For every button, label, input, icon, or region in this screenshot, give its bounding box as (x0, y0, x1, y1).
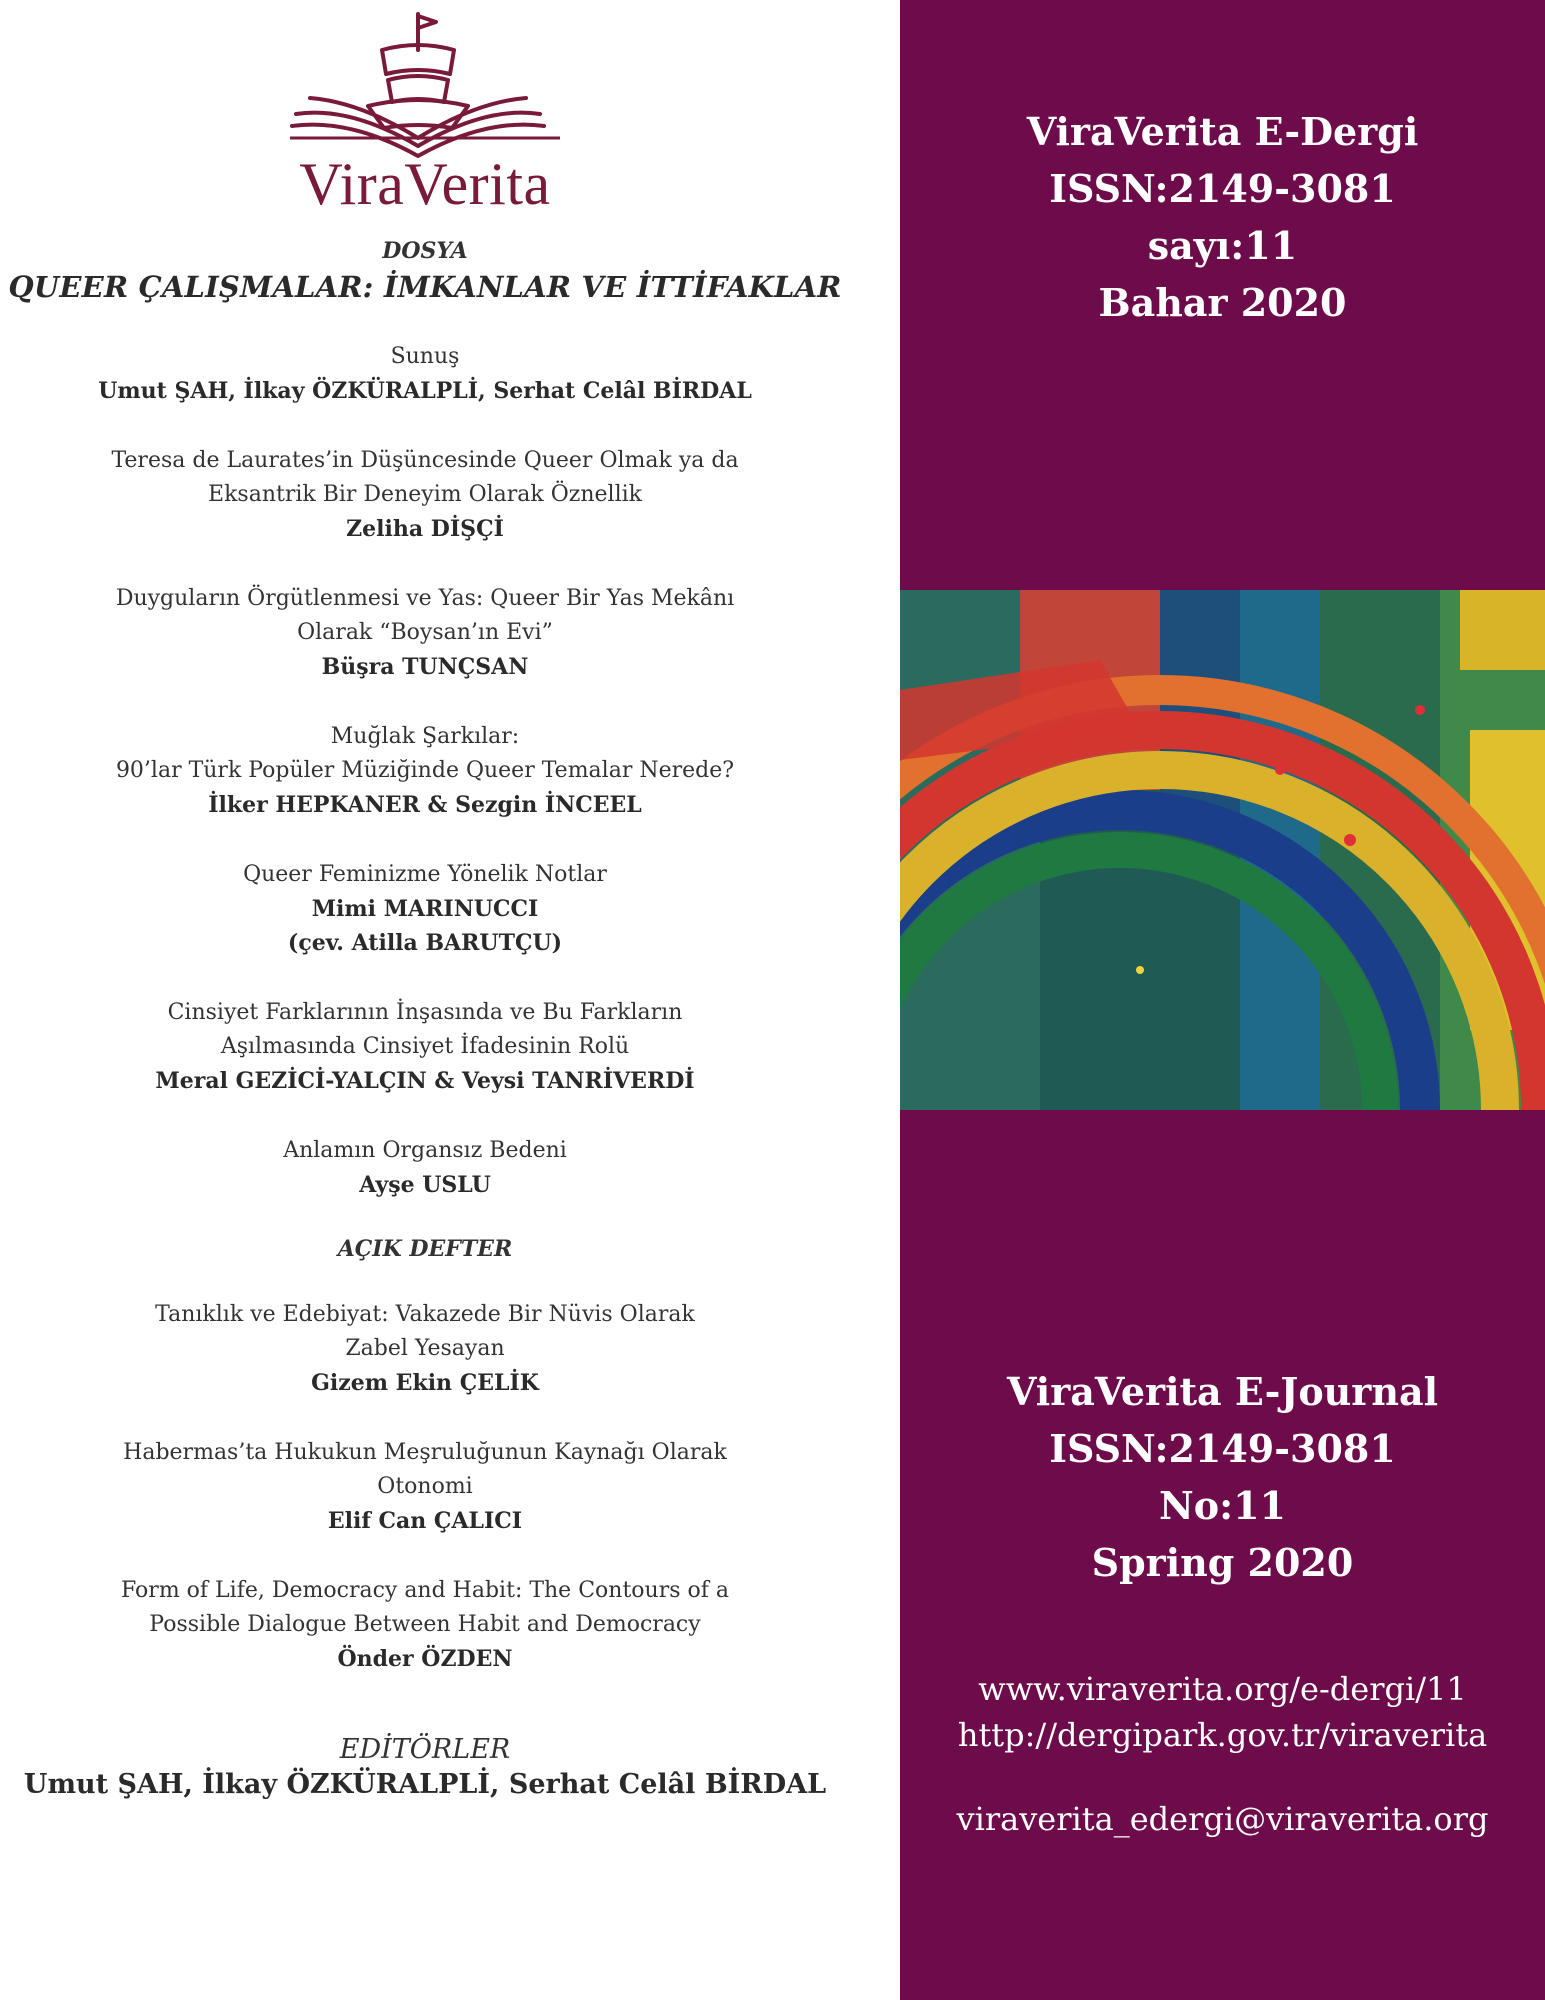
toc-entry (0, 996, 850, 1098)
article-author: Elif Can ÇALICI (327, 1508, 523, 1534)
article-title-line: Eksantrik Bir Deneyim Olarak Öznellik (208, 482, 642, 507)
article-title-line: Muğlak Şarkılar: (330, 724, 520, 749)
issue-info-turkish (900, 103, 1545, 331)
article-author: (çev. Atilla BARUTÇU) (287, 930, 563, 956)
article-title-line: Possible Dialogue Between Habit and Democracy (149, 1612, 701, 1637)
article-author: Önder ÖZDEN (337, 1646, 513, 1672)
issn-en: ISSN:2149-3081 (1049, 1426, 1396, 1471)
toc-entry (0, 444, 850, 546)
article-author: İlker HEPKANER & Sezgin İNCEEL (208, 792, 642, 818)
dossier-label: DOSYA (382, 238, 468, 264)
article-title-line: Tanıklık ve Edebiyat: Vakazede Bir Nüvis Olarak (155, 1302, 695, 1327)
links-block (900, 1666, 1545, 1758)
website-link[interactable]: www.viraverita.org/e-dergi/11 (978, 1670, 1467, 1708)
viraverita-logo (290, 10, 560, 217)
logo-wordmark: ViraVerita (299, 151, 551, 217)
table-of-contents (0, 238, 850, 1805)
toc-entry (0, 340, 850, 408)
dossier-entries (0, 340, 850, 1202)
article-title-line: Queer Feminizme Yönelik Notlar (243, 862, 607, 887)
article-title-line: 90’lar Türk Popüler Müziğinde Queer Temalar Nerede? (115, 758, 735, 783)
article-title-line: Duyguların Örgütlenmesi ve Yas: Queer Bir Yas Mekânı (115, 586, 735, 611)
article-author: Mimi MARINUCCI (311, 896, 539, 922)
rainbow-painting-image (900, 590, 1545, 1110)
article-author: Gizem Ekin ÇELİK (311, 1370, 539, 1396)
article-author: Büşra TUNÇSAN (321, 654, 529, 680)
article-title-line: Otonomi (377, 1474, 473, 1499)
article-title-line: Aşılmasında Cinsiyet İfadesinin Rolü (220, 1034, 630, 1059)
acik-defter-label: AÇIK DEFTER (337, 1236, 513, 1262)
toc-entry (0, 1436, 850, 1538)
journal-name-en: ViraVerita E-Journal (1006, 1369, 1439, 1414)
editors-label: EDİTÖRLER (339, 1734, 511, 1765)
article-author: Umut ŞAH, İlkay ÖZKÜRALPLİ, Serhat Celâl BİRDAL (98, 378, 752, 404)
editors-block (0, 1734, 850, 1805)
article-title-line: Cinsiyet Farklarının İnşasında ve Bu Farkların (167, 1000, 683, 1025)
toc-entry (0, 858, 850, 960)
issue-info-english (900, 1363, 1545, 1591)
cover-panel (900, 0, 1545, 2000)
article-author: Meral GEZİCİ-YALÇIN & Veysi TANRİVERDİ (155, 1068, 695, 1094)
issue-number-tr: sayı:11 (1147, 223, 1298, 268)
journal-name-tr: ViraVerita E-Dergi (1026, 109, 1419, 154)
email-link[interactable]: viraverita_edergi@viraverita.org (956, 1800, 1489, 1838)
season-en: Spring 2020 (1091, 1540, 1354, 1585)
article-title-line: Zabel Yesayan (345, 1336, 505, 1361)
acik-defter-entries (0, 1298, 850, 1676)
article-title-line: Habermas’ta Hukukun Meşruluğunun Kaynağı Olarak (123, 1440, 727, 1465)
article-author: Ayşe USLU (359, 1172, 491, 1198)
issn-tr: ISSN:2149-3081 (1049, 166, 1396, 211)
ship-book-logo-icon (290, 10, 560, 160)
article-title-line: Olarak “Boysan’ın Evi” (297, 620, 553, 645)
toc-entry (0, 582, 850, 684)
article-title-line: Form of Life, Democracy and Habit: The Contours of a (121, 1578, 729, 1603)
dergipark-link[interactable]: http://dergipark.gov.tr/viraverita (957, 1716, 1488, 1754)
toc-entry (0, 720, 850, 822)
season-tr: Bahar 2020 (1098, 280, 1347, 325)
article-title-line: Anlamın Organsız Bedeni (283, 1138, 567, 1163)
toc-entry (0, 1574, 850, 1676)
dossier-title: QUEER ÇALIŞMALAR: İMKANLAR VE İTTİFAKLAR (8, 270, 842, 304)
editors-names: Umut ŞAH, İlkay ÖZKÜRALPLİ, Serhat Celâl BİRDAL (23, 1769, 827, 1800)
article-title-line: Teresa de Laurates’in Düşüncesinde Queer Olmak ya da (111, 448, 739, 473)
toc-entry (0, 1298, 850, 1400)
toc-entry (0, 1134, 850, 1202)
article-author: Zeliha DİŞÇİ (346, 516, 504, 542)
article-title-line: Sunuş (390, 344, 460, 369)
issue-number-en: No:11 (1159, 1483, 1286, 1528)
